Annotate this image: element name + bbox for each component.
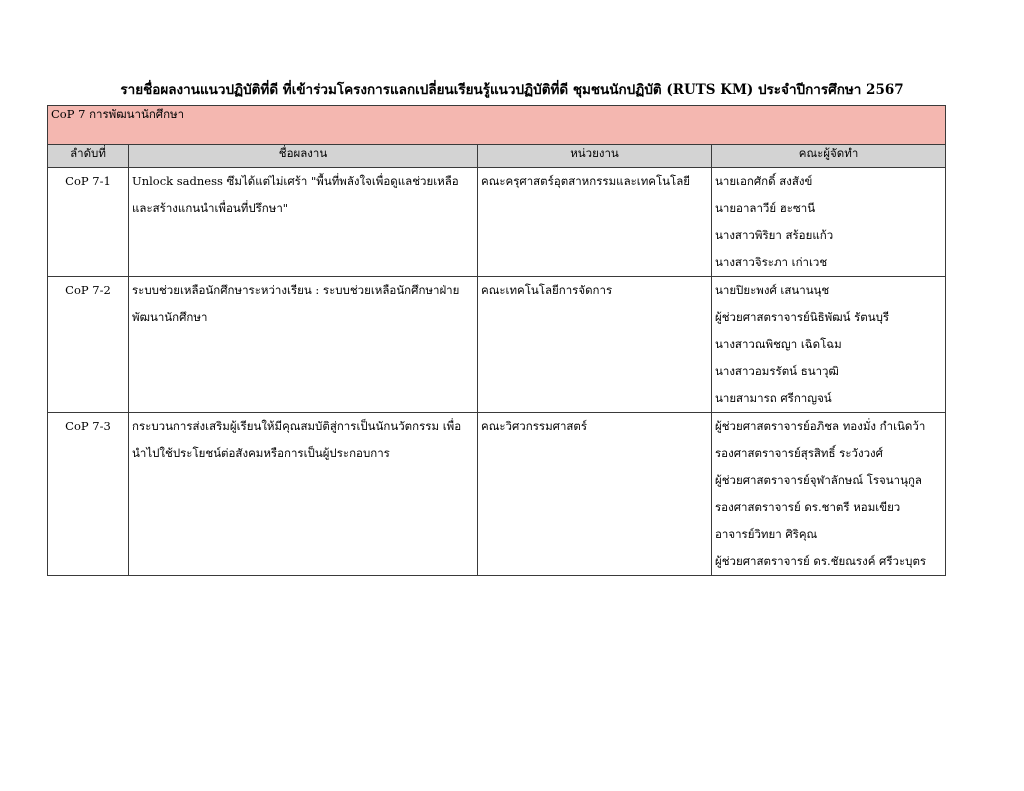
document-title: รายชื่อผลงานแนวปฏิบัติที่ดี ที่เข้าร่วมโครงการแลกเปลี่ยนเรียนรู้แนวปฏิบัติที่ดี ชุมชนนักปฏิบัติ (RUTS KM) ประจำปีการศึกษา 2567 xyxy=(120,82,904,98)
member-name: นายเอกศักดิ์ สงสังข์ xyxy=(715,174,813,188)
header-unit: หน่วยงาน xyxy=(478,145,712,168)
member-name: อาจารย์วิทยา ศิริคุณ xyxy=(715,527,818,541)
column-header-row xyxy=(48,145,946,168)
member-name: ผู้ช่วยศาสตราจารย์ ดร.ชัยณรงค์ ศรีวะบุตร xyxy=(715,554,927,568)
header-team: คณะผู้จัดทำ xyxy=(712,145,946,168)
member-name: นางสาวพิริยา สร้อยแก้ว xyxy=(715,228,834,242)
table-row xyxy=(48,277,946,413)
member-name: รองศาสตราจารย์ ดร.ชาตรี หอมเขียว xyxy=(715,500,901,514)
row-id: CoP 7-3 xyxy=(48,413,129,576)
row-unit: คณะวิศวกรรมศาสตร์ xyxy=(478,413,712,576)
row-title: กระบวนการส่งเสริมผู้เรียนให้มีคุณสมบัติสู่การเป็นนักนวัตกรรม เพื่อนำไปใช้ประโยชน์ต่อสังคมหรือการเป็นผู้ประกอบการ xyxy=(129,413,478,576)
row-members xyxy=(712,413,946,576)
member-name: รองศาสตราจารย์สุรสิทธิ์ ระวังวงศ์ xyxy=(715,446,883,460)
row-id: CoP 7-1 xyxy=(48,168,129,277)
section-header-row xyxy=(48,106,946,145)
row-members xyxy=(712,168,946,277)
table-row xyxy=(48,413,946,576)
row-id: CoP 7-2 xyxy=(48,277,129,413)
member-name: นางสาวจิระภา เก่าเวช xyxy=(715,255,828,269)
practice-table xyxy=(47,105,946,576)
row-members xyxy=(712,277,946,413)
member-name: นางสาวณพิชญา เฉิดโฉม xyxy=(715,337,842,351)
section-label: CoP 7 การพัฒนานักศึกษา xyxy=(48,106,946,145)
header-order: ลำดับที่ xyxy=(48,145,129,168)
row-title: Unlock sadness ซึมได้แต่ไม่เศร้า "พื้นที่พลังใจเพื่อดูแลช่วยเหลือและสร้างแกนนำเพื่อนที่ปรึกษา" xyxy=(129,168,478,277)
member-name: ผู้ช่วยศาสตราจารย์นิธิพัฒน์ รัตนบุรี xyxy=(715,310,890,324)
member-name: นายสามารถ ศรีกาญจน์ xyxy=(715,391,832,405)
member-name: นายอาลาวีย์ ฮะซานี xyxy=(715,201,816,215)
table-row xyxy=(48,168,946,277)
header-work-name: ชื่อผลงาน xyxy=(129,145,478,168)
member-name: นายปิยะพงศ์ เสนานนุช xyxy=(715,283,830,297)
member-name: ผู้ช่วยศาสตราจารย์จุฬาลักษณ์ โรจนานุกูล xyxy=(715,473,922,487)
row-unit: คณะครุศาสตร์อุตสาหกรรมและเทคโนโลยี xyxy=(478,168,712,277)
row-unit: คณะเทคโนโลยีการจัดการ xyxy=(478,277,712,413)
member-name: นางสาวอมรรัตน์ ธนาวุฒิ xyxy=(715,364,839,378)
row-title: ระบบช่วยเหลือนักศึกษาระหว่างเรียน : ระบบช่วยเหลือนักศึกษาฝ่ายพัฒนานักศึกษา xyxy=(129,277,478,413)
member-name: ผู้ช่วยศาสตราจารย์อภิชล ทองมั่ง กำเนิดว้า xyxy=(715,419,926,433)
